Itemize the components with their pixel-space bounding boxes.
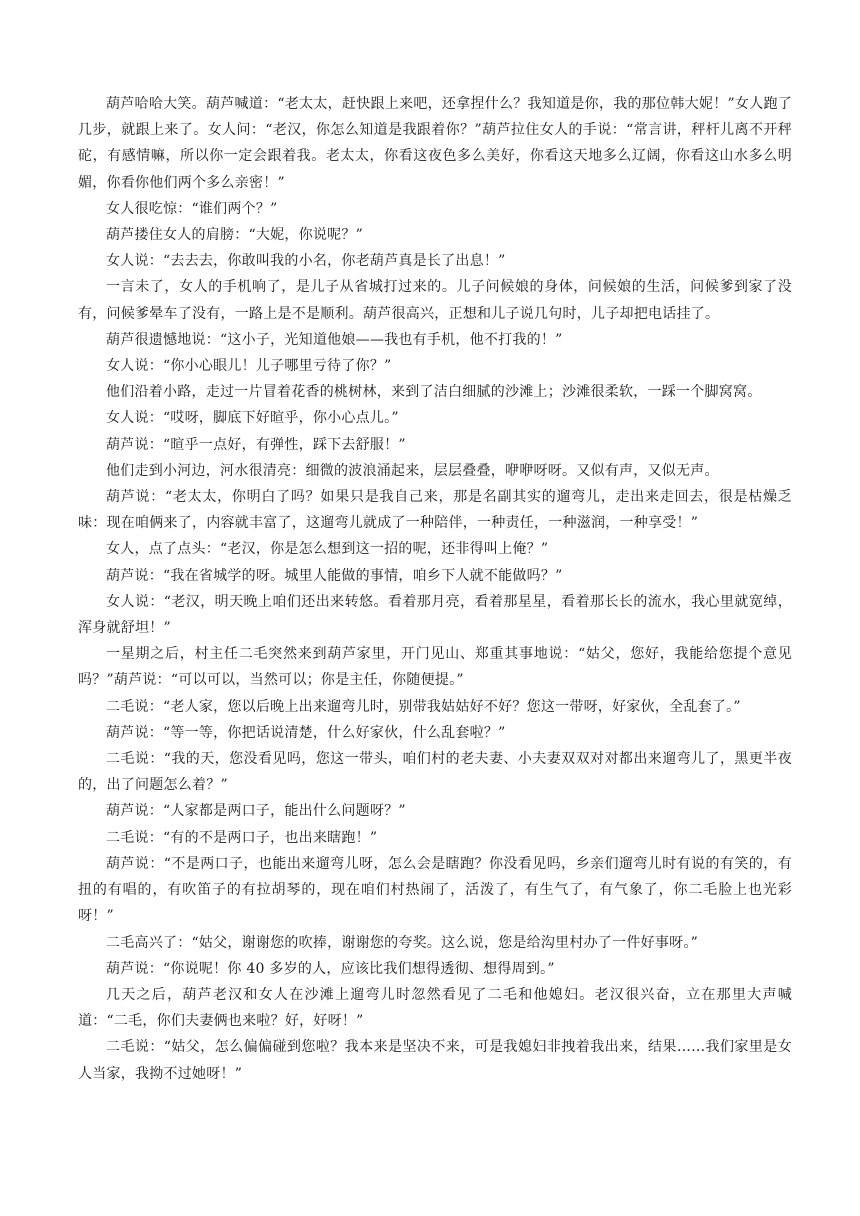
paragraph: 二毛说：“有的不是两口子，也出来瞎跑！” — [106, 829, 378, 846]
paragraph: 葫芦说：“暄乎一点好，有弹性，踩下去舒服！” — [106, 436, 406, 453]
paragraph: 葫芦说：“等一等，你把话说清楚，什么好家伙，什么乱套啦？” — [106, 724, 506, 741]
paragraph: 葫芦说：“老太太，你明白了吗？如果只是我自己来，那是名副其实的遛弯儿，走出来走回去，很是枯燥乏味：现在咱俩来了，内容就丰富了，这遛弯儿就成了一种陪伴，一种责任，一种滋润，一种享受！” — [78, 489, 792, 532]
paragraph: 他们沿着小路，走过一片冒着花香的桃树林，来到了洁白细腻的沙滩上；沙滩很柔软，一踩一个脚窝窝。 — [106, 384, 762, 401]
paragraph: 二毛高兴了：“姑父，谢谢您的吹捧，谢谢您的夸奖。这么说，您是给沟里村办了一件好事呀。” — [106, 934, 699, 951]
paragraph: 葫芦说：“人家都是两口子，能出什么问题呀？” — [106, 803, 406, 820]
paragraph: 葫芦说：“不是两口子，也能出来遛弯儿呀，怎么会是瞎跑？你没看见吗，乡亲们遛弯儿时有说的有笑的，有扭的有唱的，有吹笛子的有拉胡琴的，现在咱们村热闹了，活泼了，有生气了，有气象了，你二毛脸上也光彩呀！” — [78, 855, 792, 925]
paragraph: 女人说：“老汉，明天晚上咱们还出来转悠。看着那月亮，看着那星星，看着那长长的流水，我心里就宽绰，浑身就舒坦！” — [78, 593, 792, 637]
paragraph: 一言未了，女人的手机响了，是儿子从省城打过来的。儿子问候娘的身体，问候娘的生活，问候爹到家了没有，问候爹晕车了没有，一路上是不是顺利。葫芦很高兴，正想和儿子说几句时，儿子却把电话挂了。 — [78, 279, 792, 322]
paragraph: 葫芦很遗憾地说：“这小子，光知道他娘——我也有手机，他不打我的！” — [106, 331, 563, 348]
paragraph: 二毛说：“姑父，怎么偏偏碰到您啦？我本来是坚决不来，可是我媳妇非拽着我出来，结果……我们家里是女人当家，我拗不过她呀！” — [78, 1039, 792, 1082]
paragraph: 二毛说：“老人家，您以后晚上出来遛弯儿时，别带我姑姑好不好？您这一带呀，好家伙，全乱套了。” — [106, 698, 741, 715]
paragraph: 葫芦说：“你说呢！你 40 多岁的人，应该比我们想得透彻、想得周到。” — [106, 960, 555, 977]
paragraph: 二毛说：“我的天，您没看见吗，您这一带头，咱们村的老夫妻、小夫妻双双对对都出来遛弯儿了，黑更半夜的，出了问题怎么着？” — [78, 751, 792, 794]
paragraph: 几天之后，葫芦老汉和女人在沙滩上遛弯儿时忽然看见了二毛和他媳妇。老汉很兴奋，立在那里大声喊道：“二毛，你们夫妻俩也来啦？好，好呀！” — [78, 986, 792, 1030]
paragraph: 女人说：“你小心眼儿！儿子哪里亏待了你？” — [106, 358, 392, 375]
paragraph: 葫芦哈哈大笑。葫芦喊道：“老太太，赶快跟上来吧，还拿捏什么？我知道是你，我的那位韩大妮！”女人跑了几步，就跟上来了。女人问：“老汉，你怎么知道是我跟着你？”葫芦拉住女人的手说：“常言讲，秤杆儿离不开秤砣，有感情嘛，所以你一定会跟着我。老太太，你看这夜色多么美好，你看这天地多么辽阔，你看这山水多么明媚，你看你他们两个多么亲密！” — [78, 96, 792, 191]
paragraph: 女人很吃惊：“谁们两个？” — [106, 200, 278, 217]
paragraph: 他们走到小河边，河水很清亮：细微的波浪涌起来，层层叠叠，咿咿呀呀。又似有声，又似无声。 — [106, 462, 719, 479]
paragraph: 女人，点了点头：“老汉，你是怎么想到这一招的呢，还非得叫上俺？” — [106, 541, 549, 558]
paragraph: 女人说：“去去去，你敢叫我的小名，你老葫芦真是长了出息！” — [106, 253, 506, 270]
paragraph: 一星期之后，村主任二毛突然来到葫芦家里，开门见山、郑重其事地说：“姑父，您好，我能给您提个意见吗？”葫芦说：“可以可以，当然可以；你是主任，你随便提。” — [78, 646, 792, 689]
paragraph: 女人说：“哎呀，脚底下好暄乎，你小心点儿。” — [106, 410, 399, 427]
paragraph: 葫芦说：“我在省城学的呀。城里人能做的事情，咱乡下人就不能做吗？” — [106, 567, 563, 584]
paragraph: 葫芦搂住女人的肩膀：“大妮，你说呢？” — [106, 227, 364, 244]
